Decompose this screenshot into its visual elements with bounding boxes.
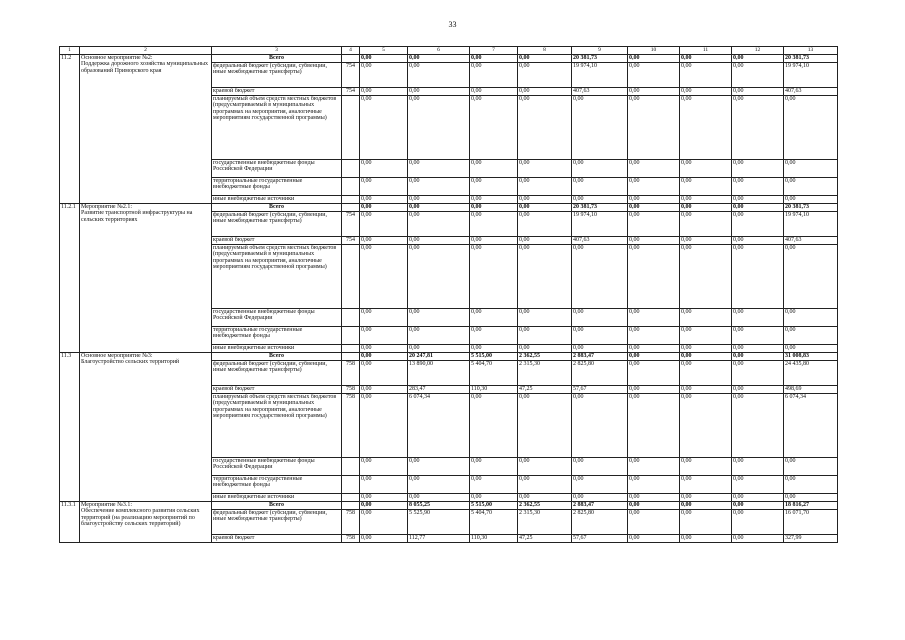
header-cell: 12: [732, 47, 784, 55]
amount-cell: 0,00: [784, 344, 838, 352]
amount-cell: 0,00: [732, 326, 784, 344]
amount-cell: 0,00: [784, 493, 838, 501]
funding-source: государственные внебюджетные фонды Российской Федерации: [212, 457, 342, 475]
amount-cell: 0,00: [680, 87, 732, 95]
amount-cell: 2 883,47: [572, 501, 628, 509]
amount-cell: 0,00: [408, 326, 470, 344]
amount-cell: 0,00: [732, 475, 784, 493]
funding-source: федеральный бюджет (субсидии, субвенции, иные межбюджетные трансферты): [212, 509, 342, 534]
header-cell: 10: [628, 47, 680, 55]
amount-cell: 0,00: [732, 211, 784, 236]
amount-cell: 0,00: [360, 457, 408, 475]
amount-cell: 0,00: [360, 385, 408, 393]
amount-cell: 47,25: [518, 534, 572, 542]
funding-source: Всего: [212, 203, 342, 211]
amount-cell: 2 825,80: [572, 360, 628, 385]
budget-table: [59, 46, 838, 543]
amount-cell: 20 381,73: [784, 54, 838, 62]
grbs-code: 758: [342, 509, 360, 534]
grbs-code: [342, 95, 360, 159]
amount-cell: 0,00: [470, 236, 518, 244]
amount-cell: 5 515,00: [470, 501, 518, 509]
amount-cell: 0,00: [680, 54, 732, 62]
amount-cell: 0,00: [628, 385, 680, 393]
amount-cell: 0,00: [732, 203, 784, 211]
amount-cell: 0,00: [360, 87, 408, 95]
amount-cell: 0,00: [360, 195, 408, 203]
amount-cell: 0,00: [470, 457, 518, 475]
budget-table-container: [59, 46, 837, 543]
amount-cell: 0,00: [680, 493, 732, 501]
amount-cell: 0,00: [572, 493, 628, 501]
amount-cell: 0,00: [732, 344, 784, 352]
amount-cell: 0,00: [470, 211, 518, 236]
amount-cell: 2 825,80: [572, 509, 628, 534]
amount-cell: 0,00: [784, 326, 838, 344]
header-cell: 3: [212, 47, 342, 55]
amount-cell: 57,67: [572, 385, 628, 393]
amount-cell: 0,00: [408, 87, 470, 95]
amount-cell: 0,00: [408, 203, 470, 211]
grbs-code: [342, 54, 360, 62]
amount-cell: 0,00: [732, 509, 784, 534]
amount-cell: 0,00: [680, 344, 732, 352]
amount-cell: 0,00: [408, 54, 470, 62]
item-name: Мероприятие №2.1: Развитие транспортной инфраструктуры на сельских территориях: [80, 203, 212, 352]
grbs-code: [342, 159, 360, 177]
amount-cell: 5 404,70: [470, 360, 518, 385]
funding-source: краевой бюджет: [212, 236, 342, 244]
amount-cell: 0,00: [572, 457, 628, 475]
amount-cell: 0,00: [680, 62, 732, 87]
amount-cell: 0,00: [732, 385, 784, 393]
item-name: Основное мероприятие №2: Поддержка дорожного хозяйства муниципальных образований Приморского края: [80, 54, 212, 203]
amount-cell: 19 974,10: [572, 211, 628, 236]
amount-cell: 0,00: [360, 159, 408, 177]
amount-cell: 0,00: [408, 95, 470, 159]
amount-cell: 0,00: [572, 393, 628, 457]
amount-cell: 0,00: [628, 244, 680, 308]
amount-cell: 0,00: [572, 177, 628, 195]
amount-cell: 19 974,10: [784, 211, 838, 236]
amount-cell: 0,00: [360, 534, 408, 542]
funding-source: краевой бюджет: [212, 385, 342, 393]
amount-cell: 0,00: [628, 159, 680, 177]
amount-cell: 6 074,34: [408, 393, 470, 457]
amount-cell: 0,00: [518, 236, 572, 244]
funding-source: федеральный бюджет (субсидии, субвенции, иные межбюджетные трансферты): [212, 62, 342, 87]
item-code: 11.3: [60, 352, 80, 501]
amount-cell: 0,00: [784, 475, 838, 493]
amount-cell: 0,00: [408, 211, 470, 236]
amount-cell: 2 315,30: [518, 509, 572, 534]
amount-cell: 0,00: [680, 457, 732, 475]
amount-cell: 0,00: [628, 393, 680, 457]
amount-cell: 57,67: [572, 534, 628, 542]
amount-cell: 0,00: [628, 62, 680, 87]
amount-cell: 0,00: [628, 236, 680, 244]
funding-source: Всего: [212, 501, 342, 509]
amount-cell: 0,00: [470, 87, 518, 95]
amount-cell: 0,00: [572, 244, 628, 308]
amount-cell: 0,00: [518, 475, 572, 493]
grbs-code: [342, 203, 360, 211]
funding-source: краевой бюджет: [212, 87, 342, 95]
amount-cell: 0,00: [628, 493, 680, 501]
amount-cell: 327,99: [784, 534, 838, 542]
grbs-code: [342, 475, 360, 493]
header-cell: 6: [408, 47, 470, 55]
amount-cell: 0,00: [470, 393, 518, 457]
amount-cell: 0,00: [732, 236, 784, 244]
amount-cell: 0,00: [518, 54, 572, 62]
grbs-code: [342, 344, 360, 352]
amount-cell: 0,00: [784, 457, 838, 475]
amount-cell: 0,00: [470, 344, 518, 352]
amount-cell: 0,00: [470, 493, 518, 501]
amount-cell: 0,00: [732, 501, 784, 509]
funding-source: территориальные государственные внебюджетные фонды: [212, 177, 342, 195]
amount-cell: 0,00: [518, 195, 572, 203]
funding-source: федеральный бюджет (субсидии, субвенции, иные межбюджетные трансферты): [212, 211, 342, 236]
grbs-code: [342, 352, 360, 360]
amount-cell: 112,77: [408, 534, 470, 542]
page-number: 33: [448, 20, 457, 29]
funding-source: краевой бюджет: [212, 534, 342, 542]
amount-cell: 0,00: [680, 509, 732, 534]
header-cell: 5: [360, 47, 408, 55]
amount-cell: 0,00: [628, 344, 680, 352]
amount-cell: 18 816,27: [784, 501, 838, 509]
amount-cell: 20 381,73: [784, 203, 838, 211]
funding-source: планируемый объем средств местных бюджетов (предусматриваемый в муниципальных программах на мероприятия, аналогичные мероприятиям государственной программы): [212, 393, 342, 457]
amount-cell: 0,00: [572, 308, 628, 326]
amount-cell: 0,00: [408, 457, 470, 475]
amount-cell: 16 071,70: [784, 509, 838, 534]
amount-cell: 0,00: [680, 95, 732, 159]
amount-cell: 0,00: [680, 236, 732, 244]
amount-cell: 0,00: [628, 308, 680, 326]
amount-cell: 0,00: [732, 195, 784, 203]
amount-cell: 0,00: [518, 393, 572, 457]
amount-cell: 0,00: [360, 236, 408, 244]
amount-cell: 110,30: [470, 385, 518, 393]
amount-cell: 0,00: [360, 475, 408, 493]
amount-cell: 0,00: [784, 244, 838, 308]
amount-cell: 0,00: [784, 177, 838, 195]
amount-cell: 47,25: [518, 385, 572, 393]
amount-cell: 0,00: [518, 244, 572, 308]
amount-cell: 0,00: [470, 203, 518, 211]
grbs-code: [342, 493, 360, 501]
amount-cell: 0,00: [784, 308, 838, 326]
amount-cell: 0,00: [518, 87, 572, 95]
amount-cell: 0,00: [518, 177, 572, 195]
amount-cell: 0,00: [360, 393, 408, 457]
amount-cell: 8 055,25: [408, 501, 470, 509]
funding-source: Всего: [212, 352, 342, 360]
amount-cell: 2 315,30: [518, 360, 572, 385]
header-cell: 13: [784, 47, 838, 55]
amount-cell: 0,00: [680, 393, 732, 457]
amount-cell: 0,00: [680, 308, 732, 326]
grbs-code: 758: [342, 385, 360, 393]
amount-cell: 0,00: [680, 203, 732, 211]
amount-cell: 0,00: [470, 159, 518, 177]
amount-cell: 0,00: [628, 326, 680, 344]
amount-cell: 0,00: [732, 360, 784, 385]
amount-cell: 0,00: [680, 326, 732, 344]
amount-cell: 0,00: [360, 211, 408, 236]
amount-cell: 0,00: [732, 95, 784, 159]
amount-cell: 0,00: [518, 326, 572, 344]
amount-cell: 0,00: [732, 87, 784, 95]
grbs-code: 758: [342, 534, 360, 542]
table-row: [60, 54, 838, 62]
funding-source: планируемый объем средств местных бюджетов (предусматриваемый в муниципальных программах на мероприятия, аналогичные мероприятиям государственной программы): [212, 244, 342, 308]
grbs-code: 758: [342, 360, 360, 385]
amount-cell: 407,63: [784, 236, 838, 244]
amount-cell: 0,00: [784, 95, 838, 159]
grbs-code: [342, 177, 360, 195]
amount-cell: 0,00: [360, 62, 408, 87]
amount-cell: 0,00: [360, 360, 408, 385]
amount-cell: 0,00: [732, 457, 784, 475]
amount-cell: 5 515,00: [470, 352, 518, 360]
amount-cell: 0,00: [732, 352, 784, 360]
amount-cell: 0,00: [408, 62, 470, 87]
amount-cell: 0,00: [732, 244, 784, 308]
amount-cell: 2 362,55: [518, 352, 572, 360]
item-code: 11.2.1: [60, 203, 80, 352]
item-code: 11.2: [60, 54, 80, 203]
amount-cell: 0,00: [732, 493, 784, 501]
amount-cell: 31 008,83: [784, 352, 838, 360]
amount-cell: 20 381,73: [572, 203, 628, 211]
amount-cell: 0,00: [732, 54, 784, 62]
amount-cell: 0,00: [470, 308, 518, 326]
funding-source: Всего: [212, 54, 342, 62]
amount-cell: 0,00: [680, 177, 732, 195]
amount-cell: 0,00: [628, 211, 680, 236]
grbs-code: 758: [342, 393, 360, 457]
grbs-code: 754: [342, 211, 360, 236]
amount-cell: 0,00: [784, 159, 838, 177]
amount-cell: 0,00: [360, 352, 408, 360]
item-name: Мероприятие №3.1: Обеспечение комплексного развития сельских территорий (на реализацию мероприятий по благоустройству сельских территорий): [80, 501, 212, 542]
amount-cell: 0,00: [572, 326, 628, 344]
amount-cell: 0,00: [628, 95, 680, 159]
amount-cell: 0,00: [628, 509, 680, 534]
amount-cell: 0,00: [680, 475, 732, 493]
amount-cell: 0,00: [572, 159, 628, 177]
amount-cell: 19 974,10: [784, 62, 838, 87]
amount-cell: 0,00: [628, 203, 680, 211]
amount-cell: 0,00: [518, 457, 572, 475]
amount-cell: 407,63: [572, 87, 628, 95]
amount-cell: 0,00: [360, 501, 408, 509]
amount-cell: 0,00: [518, 203, 572, 211]
amount-cell: 0,00: [360, 203, 408, 211]
amount-cell: 0,00: [680, 385, 732, 393]
amount-cell: 0,00: [408, 475, 470, 493]
amount-cell: 0,00: [784, 195, 838, 203]
table-row: [60, 352, 838, 360]
table-row: [60, 203, 838, 211]
amount-cell: 0,00: [408, 344, 470, 352]
header-cell: 7: [470, 47, 518, 55]
amount-cell: 0,00: [470, 62, 518, 87]
funding-source: государственные внебюджетные фонды Российской Федерации: [212, 308, 342, 326]
amount-cell: 0,00: [680, 352, 732, 360]
amount-cell: 0,00: [470, 177, 518, 195]
amount-cell: 0,00: [360, 177, 408, 195]
grbs-code: [342, 326, 360, 344]
amount-cell: 0,00: [680, 360, 732, 385]
funding-source: иные внебюджетные источники: [212, 493, 342, 501]
header-row: [60, 47, 838, 55]
header-cell: 8: [518, 47, 572, 55]
amount-cell: 0,00: [628, 195, 680, 203]
amount-cell: 0,00: [518, 344, 572, 352]
amount-cell: 0,00: [628, 501, 680, 509]
header-cell: 2: [80, 47, 212, 55]
amount-cell: 0,00: [680, 159, 732, 177]
amount-cell: 0,00: [572, 344, 628, 352]
amount-cell: 498,69: [784, 385, 838, 393]
amount-cell: 0,00: [470, 326, 518, 344]
amount-cell: 0,00: [518, 159, 572, 177]
funding-source: территориальные государственные внебюджетные фонды: [212, 326, 342, 344]
funding-source: федеральный бюджет (субсидии, субвенции, иные межбюджетные трансферты): [212, 360, 342, 385]
grbs-code: [342, 457, 360, 475]
amount-cell: 0,00: [360, 493, 408, 501]
amount-cell: 0,00: [628, 352, 680, 360]
amount-cell: 0,00: [732, 308, 784, 326]
header-cell: 4: [342, 47, 360, 55]
amount-cell: 0,00: [680, 501, 732, 509]
amount-cell: 20 381,73: [572, 54, 628, 62]
grbs-code: [342, 195, 360, 203]
funding-source: планируемый объем средств местных бюджетов (предусматриваемый в муниципальных программах на мероприятия, аналогичные мероприятиям государственной программы): [212, 95, 342, 159]
amount-cell: 0,00: [408, 195, 470, 203]
amount-cell: 0,00: [360, 509, 408, 534]
amount-cell: 0,00: [732, 534, 784, 542]
amount-cell: 0,00: [360, 326, 408, 344]
amount-cell: 0,00: [628, 534, 680, 542]
grbs-code: [342, 244, 360, 308]
table-row: [60, 501, 838, 509]
amount-cell: 0,00: [470, 195, 518, 203]
amount-cell: 0,00: [680, 211, 732, 236]
amount-cell: 5 525,90: [408, 509, 470, 534]
amount-cell: 0,00: [408, 236, 470, 244]
amount-cell: 19 974,10: [572, 62, 628, 87]
grbs-code: [342, 501, 360, 509]
amount-cell: 0,00: [408, 244, 470, 308]
amount-cell: 5 404,70: [470, 509, 518, 534]
amount-cell: 0,00: [470, 475, 518, 493]
funding-source: иные внебюджетные источники: [212, 344, 342, 352]
amount-cell: 0,00: [732, 62, 784, 87]
amount-cell: 20 247,81: [408, 352, 470, 360]
header-cell: 11: [680, 47, 732, 55]
amount-cell: 110,30: [470, 534, 518, 542]
amount-cell: 0,00: [408, 493, 470, 501]
amount-cell: 0,00: [408, 308, 470, 326]
amount-cell: 407,63: [784, 87, 838, 95]
table-body: [60, 47, 838, 543]
amount-cell: 6 074,34: [784, 393, 838, 457]
amount-cell: 0,00: [360, 308, 408, 326]
amount-cell: 13 890,00: [408, 360, 470, 385]
amount-cell: 0,00: [572, 95, 628, 159]
amount-cell: 0,00: [628, 87, 680, 95]
amount-cell: 0,00: [360, 344, 408, 352]
amount-cell: 0,00: [470, 95, 518, 159]
amount-cell: 0,00: [628, 360, 680, 385]
header-cell: 9: [572, 47, 628, 55]
amount-cell: 407,63: [572, 236, 628, 244]
amount-cell: 0,00: [732, 393, 784, 457]
funding-source: территориальные государственные внебюджетные фонды: [212, 475, 342, 493]
amount-cell: 0,00: [572, 195, 628, 203]
grbs-code: [342, 308, 360, 326]
amount-cell: 0,00: [360, 54, 408, 62]
grbs-code: 754: [342, 236, 360, 244]
amount-cell: 0,00: [518, 211, 572, 236]
amount-cell: 0,00: [470, 54, 518, 62]
amount-cell: 0,00: [518, 62, 572, 87]
amount-cell: 24 435,80: [784, 360, 838, 385]
amount-cell: 0,00: [680, 534, 732, 542]
amount-cell: 2 883,47: [572, 352, 628, 360]
amount-cell: 0,00: [572, 475, 628, 493]
amount-cell: 0,00: [628, 177, 680, 195]
amount-cell: 0,00: [360, 244, 408, 308]
funding-source: иные внебюджетные источники: [212, 195, 342, 203]
item-name: Основное мероприятие №3: Благоустройство сельских территорий: [80, 352, 212, 501]
amount-cell: 0,00: [518, 493, 572, 501]
amount-cell: 2 362,55: [518, 501, 572, 509]
item-code: 11.3.1: [60, 501, 80, 542]
amount-cell: 0,00: [518, 95, 572, 159]
amount-cell: 0,00: [628, 54, 680, 62]
grbs-code: 754: [342, 87, 360, 95]
amount-cell: 0,00: [732, 177, 784, 195]
grbs-code: 754: [342, 62, 360, 87]
amount-cell: 0,00: [628, 475, 680, 493]
amount-cell: 0,00: [470, 244, 518, 308]
amount-cell: 0,00: [408, 177, 470, 195]
funding-source: государственные внебюджетные фонды Российской Федерации: [212, 159, 342, 177]
header-cell: 1: [60, 47, 80, 55]
amount-cell: 0,00: [408, 159, 470, 177]
amount-cell: 0,00: [680, 195, 732, 203]
amount-cell: 283,47: [408, 385, 470, 393]
amount-cell: 0,00: [732, 159, 784, 177]
amount-cell: 0,00: [680, 244, 732, 308]
amount-cell: 0,00: [628, 457, 680, 475]
amount-cell: 0,00: [360, 95, 408, 159]
amount-cell: 0,00: [518, 308, 572, 326]
